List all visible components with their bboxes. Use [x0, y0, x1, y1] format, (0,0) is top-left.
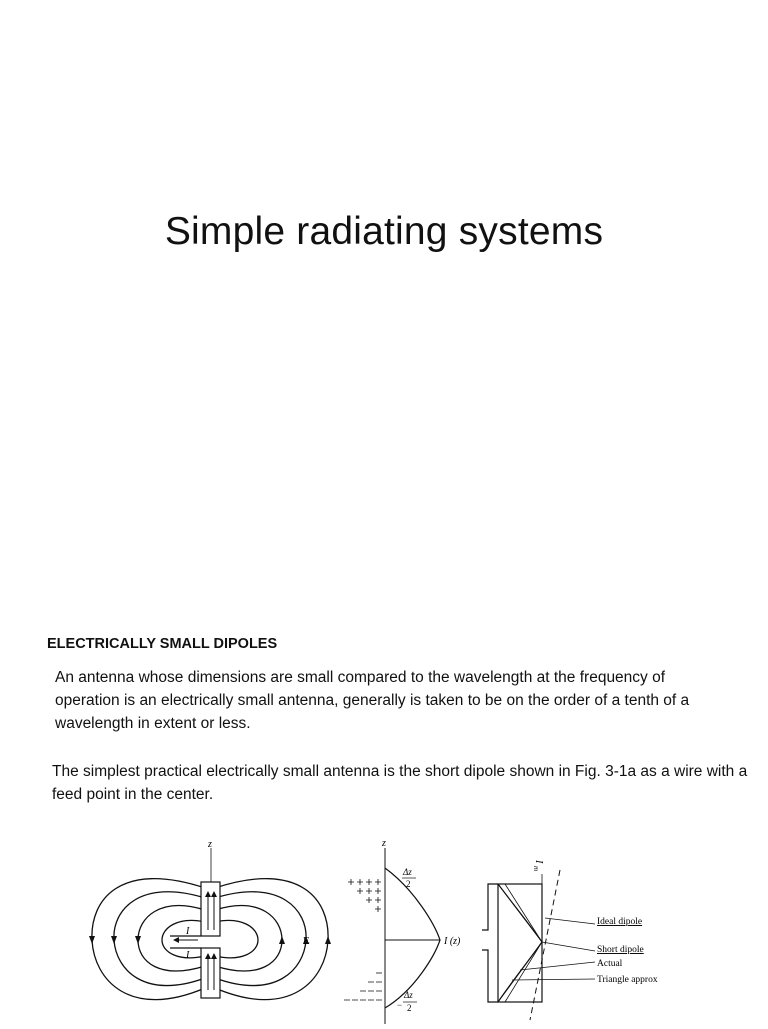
panel-b-current-axis-label: I (z) — [444, 936, 461, 947]
section-heading: ELECTRICALLY SMALL DIPOLES — [47, 636, 278, 652]
panel-c-triangle-approx — [498, 884, 542, 1002]
paragraph-short-dipole: The simplest practical electrically small antenna is the short dipole shown in Fig. 3-1a as a wire with a feed point in the center. — [52, 763, 748, 803]
panel-a-current-label-top: I — [186, 926, 190, 937]
panel-a-field-label: E — [303, 935, 310, 947]
panel-b-positive-charges — [348, 879, 381, 912]
panel-b-negative-charges — [344, 973, 382, 1000]
panel-b-delta-bottom-den: 2 — [407, 1003, 412, 1013]
panel-a-current-arrows — [176, 894, 214, 990]
legend-actual: Actual — [597, 959, 623, 969]
legend-triangle-approx: Triangle approx — [597, 975, 658, 985]
panel-b-minus-sign: − — [397, 1000, 403, 1010]
panel-c-ideal-dipole-rect — [498, 884, 542, 1002]
panel-c-im-sub: m — [532, 866, 540, 872]
dipole-figure-svg — [0, 830, 768, 1024]
panel-b-current-curve — [385, 868, 440, 1008]
legend-ideal-dipole: Ideal dipole — [597, 917, 643, 927]
panel-c-dashed-line — [530, 870, 560, 1020]
panel-c-bracket — [482, 884, 498, 1002]
panel-a-z-label: z — [208, 839, 212, 850]
paragraph-definition: An antenna whose dimensions are small compared to the wavelength at the frequency of operation is an electrically small antenna, generally is taken to be on the order of a tenth of a wavelength in extent or less. — [55, 669, 690, 732]
panel-c-actual-curve — [498, 884, 542, 1002]
panel-a-current-label-bottom: I — [186, 950, 190, 961]
panel-b-z-label: z — [382, 838, 386, 849]
dipole-figure — [0, 830, 768, 1024]
panel-b-delta-top-den: 2 — [406, 879, 411, 889]
panel-b-delta-bottom: Δz — [404, 990, 413, 1000]
panel-a-field-arrows — [89, 936, 331, 944]
slide-title: Simple radiating systems — [164, 210, 604, 253]
panel-b-delta-top: Δz — [403, 867, 412, 877]
legend-short-dipole: Short dipole — [597, 945, 644, 955]
panel-c-im-label: I — [533, 860, 544, 864]
